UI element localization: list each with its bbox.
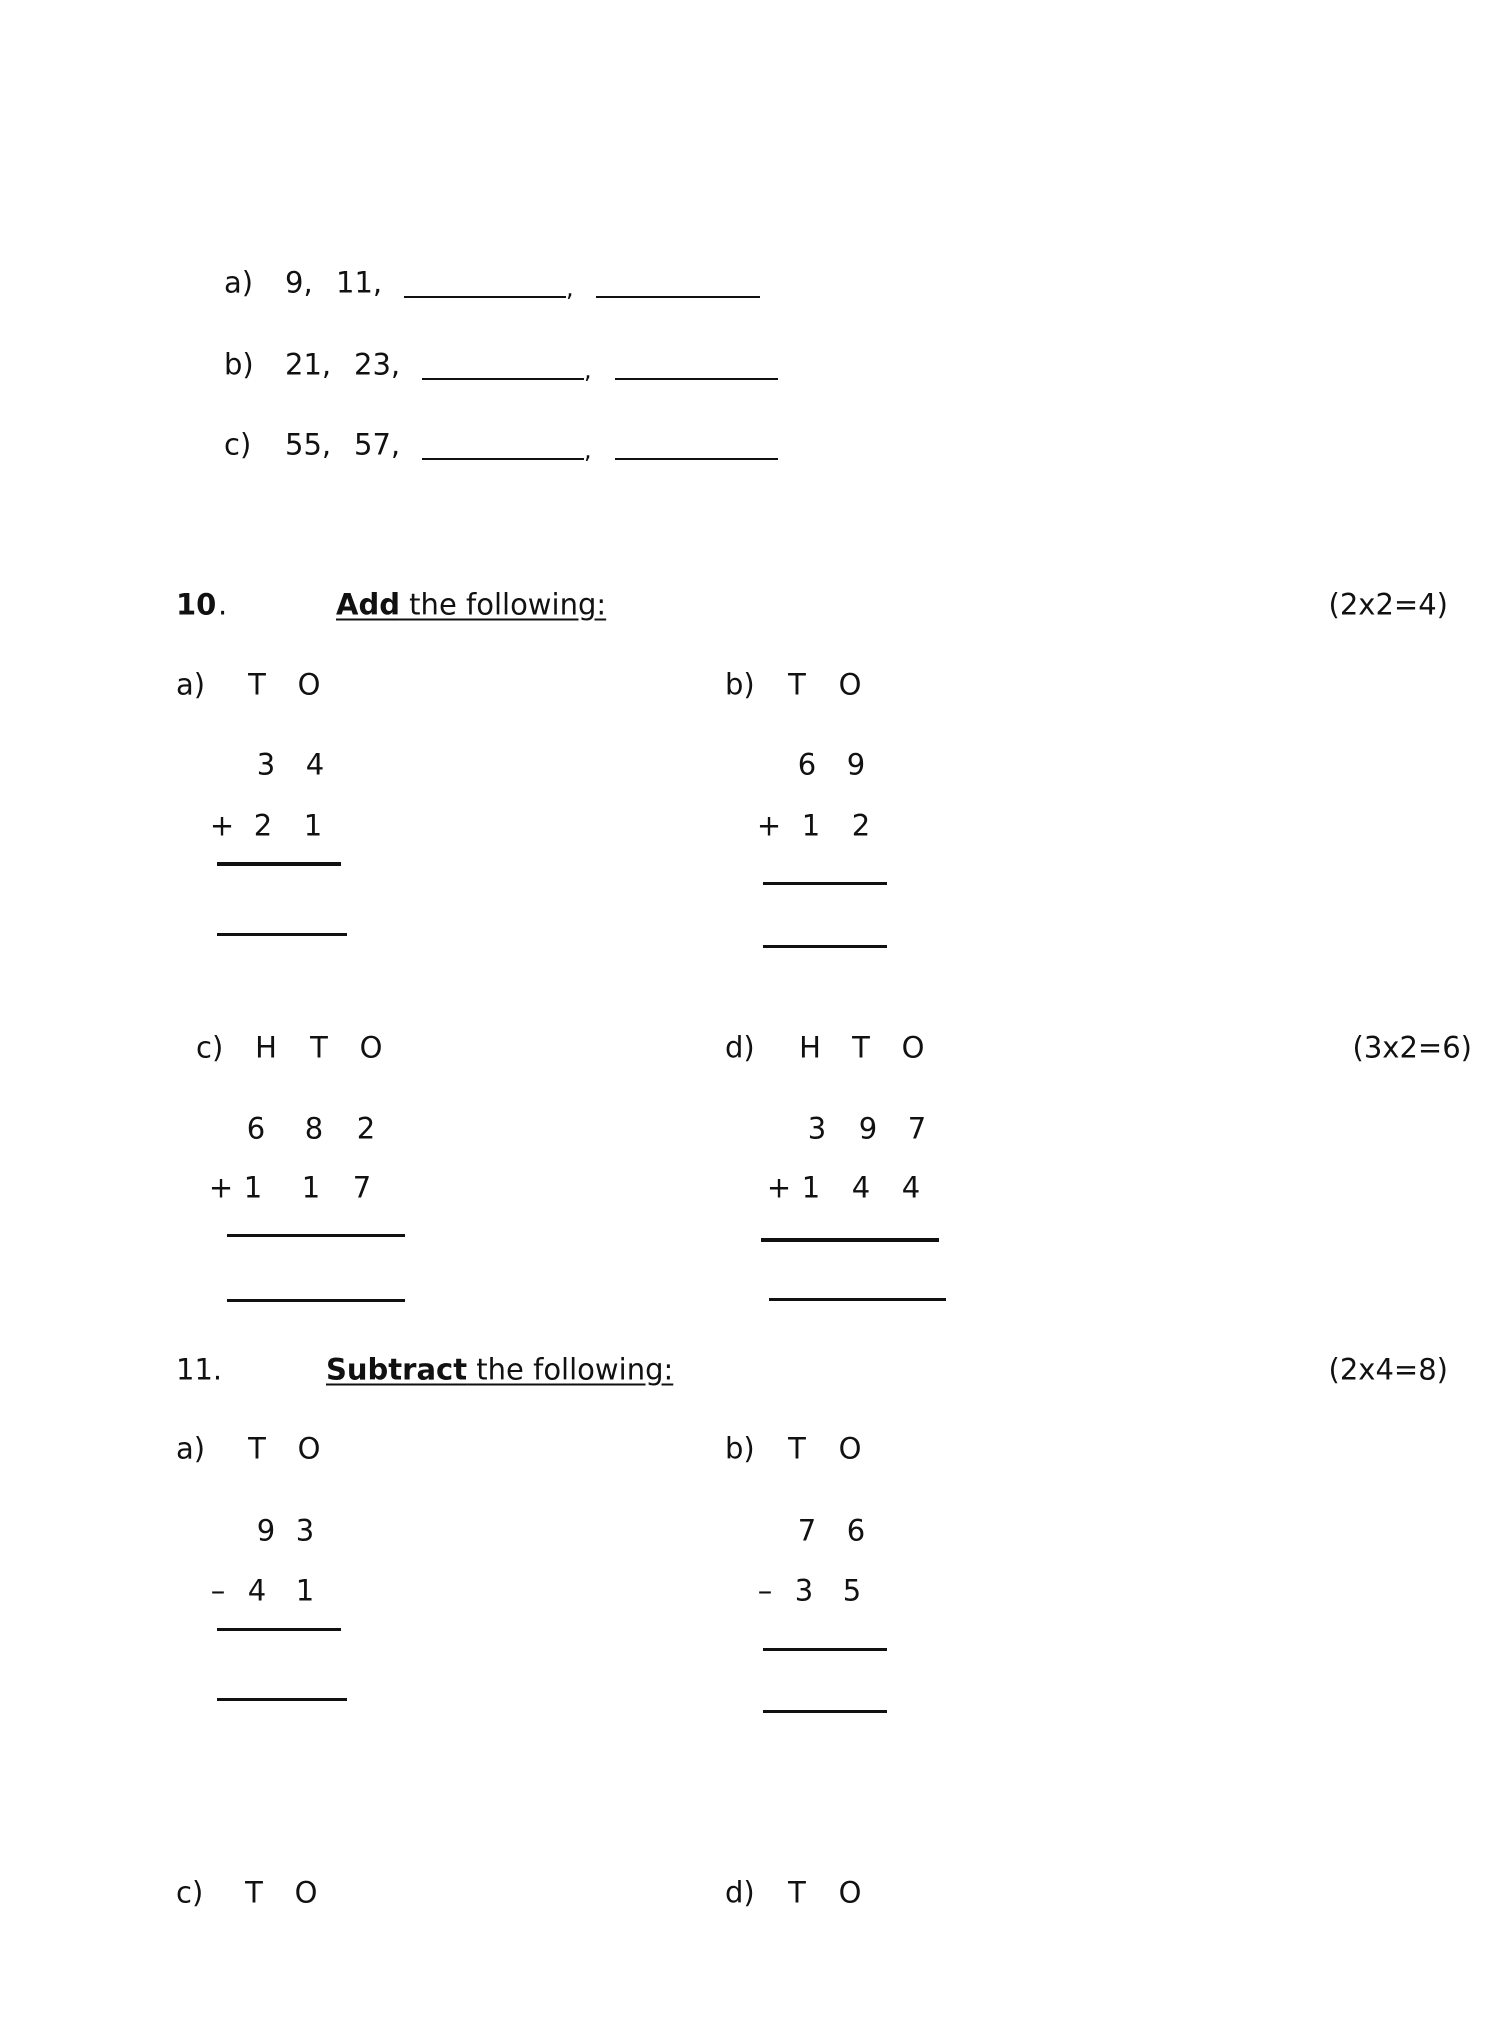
sub-label: c): [196, 1030, 224, 1065]
column-header: T: [245, 1875, 263, 1910]
answer-line[interactable]: [217, 933, 347, 936]
digit: 9: [256, 1513, 276, 1548]
column-header: O: [838, 667, 862, 702]
question-title: [336, 587, 607, 622]
plus-sign: +: [766, 1170, 792, 1205]
sum-line: [761, 1238, 939, 1242]
column-header: T: [852, 1030, 870, 1065]
comma: ,: [584, 436, 592, 464]
title-bold: Subtract: [326, 1352, 468, 1387]
digit: 2: [253, 808, 273, 843]
item-label: a): [224, 265, 254, 300]
digit: 1: [801, 808, 821, 843]
digit: 3: [807, 1111, 827, 1146]
digit: 1: [303, 808, 323, 843]
question-title: [326, 1352, 674, 1387]
sub-label: b): [725, 667, 755, 702]
difference-line: [217, 1628, 341, 1631]
item-label: b): [224, 347, 254, 382]
answer-blank[interactable]: [404, 296, 566, 298]
plus-sign: +: [208, 1170, 234, 1205]
column-header: H: [255, 1030, 277, 1065]
column-header: T: [248, 667, 266, 702]
minus-sign: –: [210, 1573, 226, 1608]
digit: 4: [851, 1170, 871, 1205]
question-number: 11.: [176, 1352, 223, 1387]
number: 23,: [354, 347, 401, 382]
digit: 2: [851, 808, 871, 843]
digit: 3: [794, 1573, 814, 1608]
minus-sign: –: [757, 1573, 773, 1608]
number: 21,: [285, 347, 332, 382]
sum-line: [217, 862, 341, 866]
digit: 3: [295, 1513, 315, 1548]
sub-label: d): [725, 1030, 755, 1065]
answer-line[interactable]: [217, 1698, 347, 1701]
number: 55,: [285, 427, 332, 462]
answer-blank[interactable]: [615, 458, 778, 460]
sum-line: [227, 1234, 405, 1237]
answer-line[interactable]: [227, 1299, 405, 1302]
digit: 1: [243, 1170, 263, 1205]
sub-label: a): [176, 667, 206, 702]
column-header: O: [297, 667, 321, 702]
sub-label: c): [176, 1875, 204, 1910]
digit: 2: [356, 1111, 376, 1146]
digit: 9: [846, 747, 866, 782]
column-header: T: [788, 667, 806, 702]
digit: 7: [352, 1170, 372, 1205]
digit: 7: [907, 1111, 927, 1146]
number: 11,: [336, 265, 383, 300]
sub-label: d): [725, 1875, 755, 1910]
sum-line: [763, 882, 887, 885]
column-header: O: [838, 1431, 862, 1466]
answer-line[interactable]: [763, 945, 887, 948]
answer-blank[interactable]: [596, 296, 760, 298]
title-rest: the following:: [467, 1352, 674, 1387]
digit: 6: [797, 747, 817, 782]
number: 9,: [285, 265, 313, 300]
digit: 5: [842, 1573, 862, 1608]
answer-blank[interactable]: [422, 458, 584, 460]
question-number-dot: .: [218, 587, 228, 622]
digit: 7: [797, 1513, 817, 1548]
answer-blank[interactable]: [615, 378, 778, 380]
digit: 6: [846, 1513, 866, 1548]
digit: 1: [301, 1170, 321, 1205]
digit: 6: [246, 1111, 266, 1146]
digit: 9: [858, 1111, 878, 1146]
title-bold: Add: [336, 587, 400, 622]
answer-blank[interactable]: [422, 378, 584, 380]
column-header: T: [788, 1431, 806, 1466]
column-header: T: [788, 1875, 806, 1910]
plus-sign: +: [756, 808, 782, 843]
answer-line[interactable]: [769, 1298, 946, 1301]
plus-sign: +: [209, 808, 235, 843]
column-header: O: [838, 1875, 862, 1910]
digit: 1: [295, 1573, 315, 1608]
column-header: T: [310, 1030, 328, 1065]
marks: (2x2=4): [1328, 587, 1448, 622]
sub-label: a): [176, 1431, 206, 1466]
column-header: T: [248, 1431, 266, 1466]
question-number: 10: [176, 587, 217, 622]
title-rest: the following:: [399, 587, 607, 622]
marks: (2x4=8): [1328, 1352, 1448, 1387]
digit: 4: [247, 1573, 267, 1608]
comma: ,: [584, 356, 592, 384]
digit: 8: [304, 1111, 324, 1146]
marks: (3x2=6): [1352, 1030, 1472, 1065]
answer-line[interactable]: [763, 1710, 887, 1713]
column-header: O: [294, 1875, 318, 1910]
difference-line: [763, 1648, 887, 1651]
digit: 4: [901, 1170, 921, 1205]
column-header: O: [297, 1431, 321, 1466]
sub-label: b): [725, 1431, 755, 1466]
column-header: O: [901, 1030, 925, 1065]
digit: 4: [305, 747, 325, 782]
column-header: H: [799, 1030, 821, 1065]
column-header: O: [359, 1030, 383, 1065]
number: 57,: [354, 427, 401, 462]
digit: 3: [256, 747, 276, 782]
item-label: c): [224, 427, 252, 462]
comma: ,: [566, 274, 574, 302]
digit: 1: [801, 1170, 821, 1205]
